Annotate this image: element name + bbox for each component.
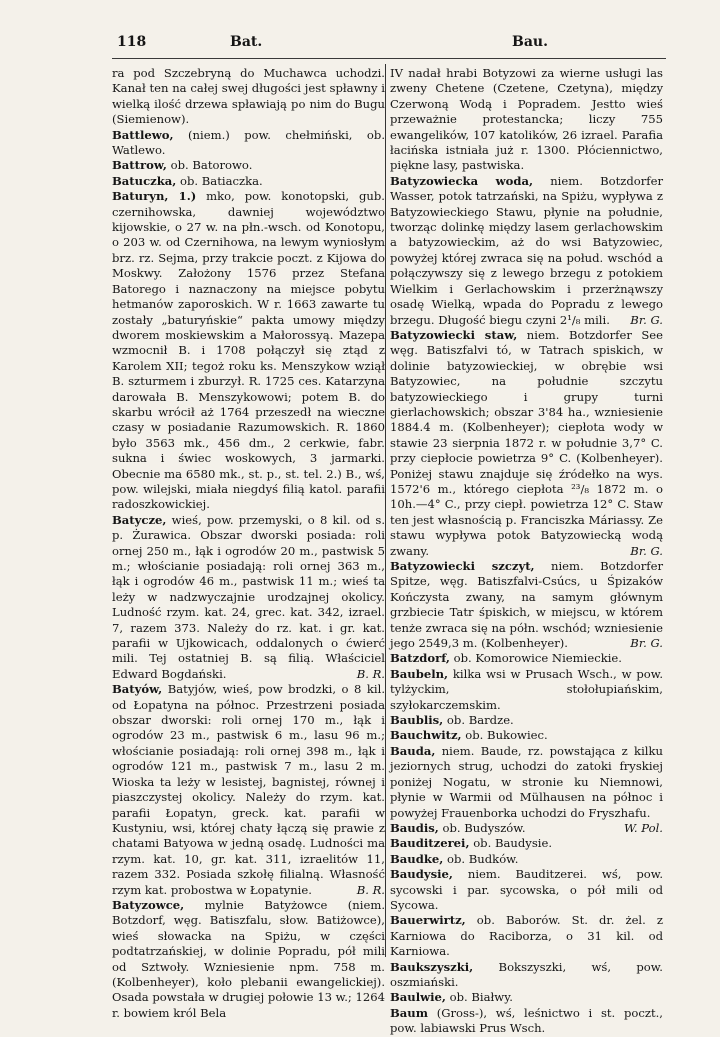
entry-text: niem. Botzdorfer Wasser, potok tatrzański, na Spiżu, wypływa z Batyzowieckiego Stawu, płynie na południe, tworząc dolinkę między lasem gerlachowskim a batyzowieckim, aż do wsi Batyzowiec, powyżej której zwraca się na połud. wschód a połączywszy się z lewego brzegu z potokiem Wielkim i Gerlachowskim i przerżnąwszy osadę Wielką, wpada do Popradu z lewego brzegu. Długość biegu czyni 2¹/₈ mili. (390, 173, 663, 327)
entry-text: kilka wsi w Prusach Wsch., w pow. tylżyckim, stołołupiańskim, szyłokarczemskim. (390, 666, 663, 712)
entry-text: Batyjów, wieś, pow brodzki, o 8 kil. od Łopatyna na północ. Przestrzeni posiada obszar dworski: roli ornej 170 m., łąk i ogrodów 23 m., pastwisk 6 m., lasu 96 m.; włościanie posiadają: roli ornej 398 m., łąk i ogrodów 121 m., pastwisk 7 m., lasu 2 m. Wioska ta leży w lesistej, bagnistej, równej i piaszczystej okolicy. Należy do rzym. kat. parafii Łopatyn, greck. kat. parafii w Kustyniu, wsi, której chaty łączą się prawie z chatami Batyowa w jedną osadę. Ludności ma rzym. kat. 10, gr. kat. 311, izraelitów 11, razem 332. Posiada szkołę filialną. Własność rzym kat. probostwa w Łopatynie. (112, 682, 386, 897)
entry-text: ob. Budków. (446, 851, 519, 866)
entry-text: ob. Białwy. (449, 990, 513, 1005)
running-head-left: Bat. (230, 34, 263, 50)
dictionary-entry (390, 713, 663, 728)
entry-text: ob. Baborów. St. dr. żel. z Karniowa do Raciborza, o 31 kil. od Karniowa. (390, 913, 664, 959)
dictionary-entry (390, 1006, 663, 1037)
dictionary-entry (390, 66, 663, 174)
entry-headword: Battrow, (112, 158, 167, 173)
entry-text: ob. Bukowiec. (465, 728, 548, 743)
dictionary-entry (390, 867, 663, 913)
entry-text: (niem.) pow. chełmiński, ob. Watlewo. (112, 127, 386, 158)
entry-text: ob. Baudysie. (473, 836, 553, 851)
dictionary-entry (112, 66, 385, 128)
dictionary-entry (390, 174, 663, 328)
entry-headword: Baukszyszki, (390, 959, 474, 974)
entry-headword: Battlewo, (112, 127, 174, 142)
entry-text: wieś, pow. przemyski, o 8 kil. od s. p. Żurawica. Obszar dworski posiada: roli ornej 250 m., łąk i ogrodów 20 m., pastwisk 5 m.; włościanie posiadają: roli ornej 363 m., łąk i ogrodów 46 m., pastwisk 11 m.; wieś ta leży w nadzwyczajnie urodzajnej okolicy. Ludność rzym. kat. 24, grec. kat. 342, izrael. 7, razem 373. Należy do rz. kat. i gr. kat. parafii w Ujkowicach, oddalonych o ćwierć mili. Tej ostatniej B. są filią. Właściciel Edward Bogdański. (112, 512, 385, 681)
entry-text: IV nadał hrabi Botyzowi za wierne usługi las zweny Chetene (Czetene, Czetyna), między Czerwoną Wodą i Popradem. Jestto wieś przeważnie protestancka; liczy 755 ewangelików, 107 katolików, 26 izrael. Parafia łacińska istniała już r. 1300. Płóciennictwo, piękne lasy, pastwiska. (390, 66, 663, 173)
entry-headword: Baum (390, 1005, 429, 1020)
entry-text: ra pod Szczebryną do Muchawca uchodzi. Kanał ten na całej swej długości jest spławny i wielką ilość drzewa spławiają po nim do Bugu (Siemienow). (112, 66, 385, 127)
dictionary-entry (390, 821, 663, 836)
dictionary-entry (112, 128, 385, 159)
dictionary-entry (112, 682, 385, 898)
entry-text: niem. Botzdorfer See węg. Batiszfalvi tó, w Tatrach spiskich, w dolinie batyzowieckiej, w obrębie wsi Batyzowiec, na południe szczytu batyzowieckiego i grupy turni gierlachowskich; obszar 3'84 ha., wzniesienie 1884.4 m. (Kolbenheyer); ciepłota wody w stawie 23 sierpnia 1872 r. w południe 3,7° C. przy ciepłocie powietrza 9° C. (Kolbenheyer). Poniżej stawu znajduje się źródełko na wys. 1572'6 m., którego ciepłota ²³/₈ 1872 m. o 10h.—4° C., przy ciepł. powietrza 12° C. Staw ten jest własnością p. Franciszka Máriassy. Ze stawu wypływa potok Batyzowiecką wodą zwany. (390, 327, 664, 558)
entry-headword: Bauchwitz, (390, 728, 462, 743)
header-rule (112, 58, 666, 59)
entry-headword: Batzdorf, (390, 651, 450, 666)
dictionary-entry (112, 174, 385, 189)
entry-text: ob. Bardze. (446, 713, 514, 728)
dictionary-entry (390, 728, 663, 743)
entry-signature: Br. G. (630, 312, 663, 327)
entry-text: ob. Komorowice Niemieckie. (453, 651, 622, 666)
dictionary-entry (390, 559, 663, 651)
entry-signature: B. R. (356, 666, 385, 681)
entry-signature: W. Pol. (624, 820, 663, 835)
entry-headword: Baubeln, (390, 666, 449, 681)
dictionary-entry (112, 158, 385, 173)
entry-headword: Bauditzerei, (390, 836, 470, 851)
entry-headword: Baudis, (390, 820, 439, 835)
entry-headword: Batyzowiecki szczyt, (390, 559, 535, 573)
entry-headword: Batyzowce, (112, 897, 185, 912)
entry-text: mko, pow. konotopski, gub. czernihowska, dawniej województwo kijowskie, o 27 w. na płn.-wsch. od Konotopu, o 203 w. od Czernihowa, na lewym wyniosłym brz. rz. Sejma, przy trakcie poczt. z Kijowa do Moskwy. Założony 1576 przez Stefana Batorego i naznaczony na miejsce pobytu hetmanów zaporoskich. W r. 1663 zawarte tu zostały „baturyńskie“ pakta umowy między dworem moskiewskim a Małorossyą. Mazepa wzmocnił B. i 1708 połączył się ztąd z Karolem XII; tegoż roku ks. Menszykow wziął B. szturmem i zburzył. R. 1725 ces. Katarzyna darowała B. Menszykowowi; potem B. do skarbu wrócił aż 1764 przeszedł na wieczne czasy w posiadanie Razumowskich. R. 1860 było 3563 mk., 456 dm., 2 cerkwie, fabr. sukna i świec woskowych, 3 jarmarki. Obecnie ma 6580 mk., st. p., st. tel. 2.) B., wś, pow. wilejski, miała niegdyś filią katol. parafii radoszkowickiej. (112, 189, 385, 512)
entry-text: niem. Bauditzerei. wś, pow. sycowski i par. sycowska, o pół mili od Sycowa. (390, 867, 664, 912)
entry-headword: Baudysie, (390, 867, 453, 882)
running-head-right: Bau. (512, 34, 548, 50)
dictionary-entry (390, 913, 663, 959)
entry-headword: Baturyn, 1.) (112, 189, 197, 204)
entry-headword: Batyzowiecki staw, (390, 327, 518, 342)
left-column (112, 66, 385, 1021)
entry-signature: Br. G. (630, 543, 663, 558)
entry-headword: Baublis, (390, 713, 444, 728)
dictionary-entry (390, 651, 663, 666)
entry-text: ob. Batiaczka. (180, 173, 263, 188)
entry-headword: Batuczka, (112, 173, 177, 188)
entry-headword: Bauerwirtz, (390, 913, 466, 928)
entry-headword: Bauda, (390, 743, 436, 758)
dictionary-entry (390, 960, 663, 991)
entry-headword: Batycze, (112, 512, 167, 527)
dictionary-entry (112, 898, 385, 1021)
entry-signature: B. R. (356, 882, 385, 897)
dictionary-entry (112, 189, 385, 513)
entry-headword: Baulwie, (390, 990, 446, 1005)
entry-headword: Baudke, (390, 851, 444, 866)
dictionary-entry (390, 667, 663, 713)
entry-signature: Br. G. (630, 636, 663, 651)
entry-text: ob. Batorowo. (170, 158, 253, 173)
dictionary-entry (390, 990, 663, 1005)
dictionary-entry (390, 328, 663, 559)
entry-text: mylnie Batyżowce (niem. Botzdorf, węg. Batiszfalu, słow. Batiżowce), wieś słowacka na Spiżu, w części podtatrzańskiej, w dolinie Popradu, pół mili od Sztwoły. Wzniesienie npm. 758 m. (Kolbenheyer), koło plebanii ewangelickiej). Osada powstała w drugiej połowie 13 w.; 1264 r. bowiem król Bela (112, 897, 386, 1020)
dictionary-entry (112, 513, 385, 682)
entry-text: niem. Baude, rz. powstająca z kilku jeziornych strug, uchodzi do zatoki fryskiej poniżej Nogatu, w stronie ku Niemnowi, płynie w Warmii od Mülhausen na północ i powyżej Frauenborka uchodzi do Fryszhafu. (390, 743, 663, 820)
entry-text: niem. Botzdorfer Spitze, węg. Batiszfalvi-Csúcs, u Śpizaków Kończysta zwany, na samym głównym grzbiecie Tatr śpiskich, w miejscu, w którem tenże zwraca się na półn. wschód; wzniesienie jego 2549,3 m. (Kolbenheyer). (390, 559, 664, 651)
dictionary-entry (390, 852, 663, 867)
column-divider (385, 64, 386, 957)
entry-text: Bokszyszki, wś, pow. oszmiański. (390, 959, 663, 989)
entry-text: ob. Budyszów. (442, 820, 526, 835)
page-number: 118 (117, 34, 147, 50)
entry-headword: Batyów, (112, 682, 163, 697)
dictionary-entry (390, 836, 663, 851)
entry-headword: Batyzowiecka woda, (390, 173, 533, 188)
right-column (390, 66, 663, 1037)
entry-text: (Gross-), wś, leśnictwo i st. poczt., pow. labiawski Prus Wsch. (390, 1005, 663, 1036)
